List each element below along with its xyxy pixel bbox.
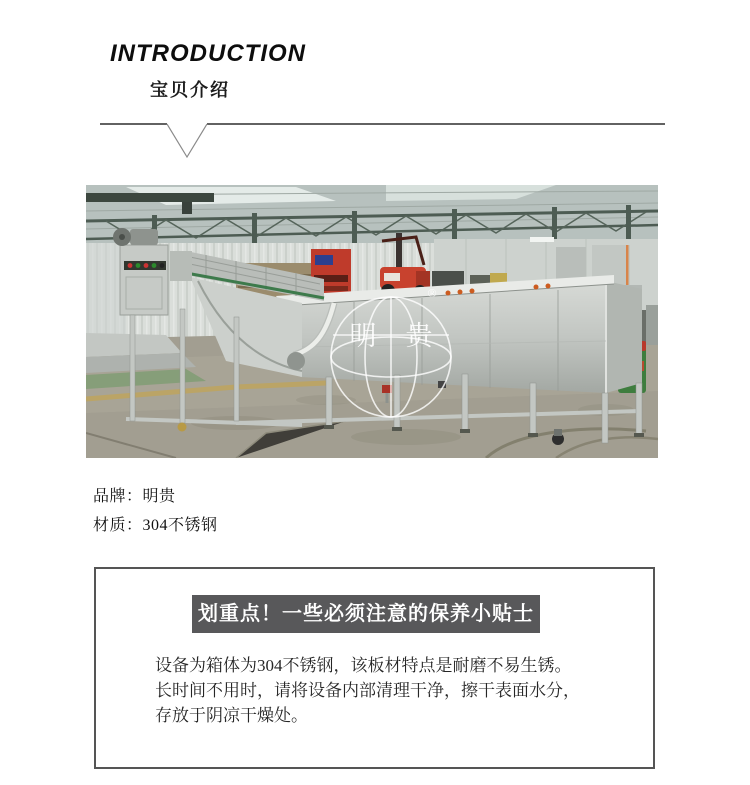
- maintenance-tips-box: [94, 567, 655, 769]
- control-cabinet: [120, 245, 168, 315]
- tips-line-2: 长时间不用时，请将设备内部清理干净，擦干表面水分，: [155, 681, 580, 700]
- tips-line-1: 设备为箱体为304不锈钢，该板材特点是耐磨不易生锈。: [155, 656, 572, 675]
- motor: [130, 229, 158, 245]
- factory-photo-scene: [86, 185, 658, 458]
- tips-line-3: 存放于阴凉干燥处。: [155, 706, 308, 725]
- spec-brand: 品牌：明贵: [93, 488, 176, 505]
- watermark-char-right: 贵: [405, 321, 433, 351]
- divider-line-with-notch: [0, 110, 750, 165]
- tips-body-text: [155, 653, 625, 728]
- crane-beam: [86, 193, 214, 202]
- registered-trademark-icon: ®: [427, 286, 437, 300]
- product-specs: [93, 482, 218, 540]
- watermark-char-left: 明: [349, 321, 377, 351]
- product-photo: [86, 185, 658, 458]
- section-title-en: INTRODUCTION: [110, 40, 306, 67]
- section-title-zh: 宝贝介绍: [150, 80, 230, 100]
- spec-material: 材质：304不锈钢: [93, 517, 218, 534]
- tips-header-bar: 划重点！一些必须注意的保养小贴士: [192, 595, 540, 633]
